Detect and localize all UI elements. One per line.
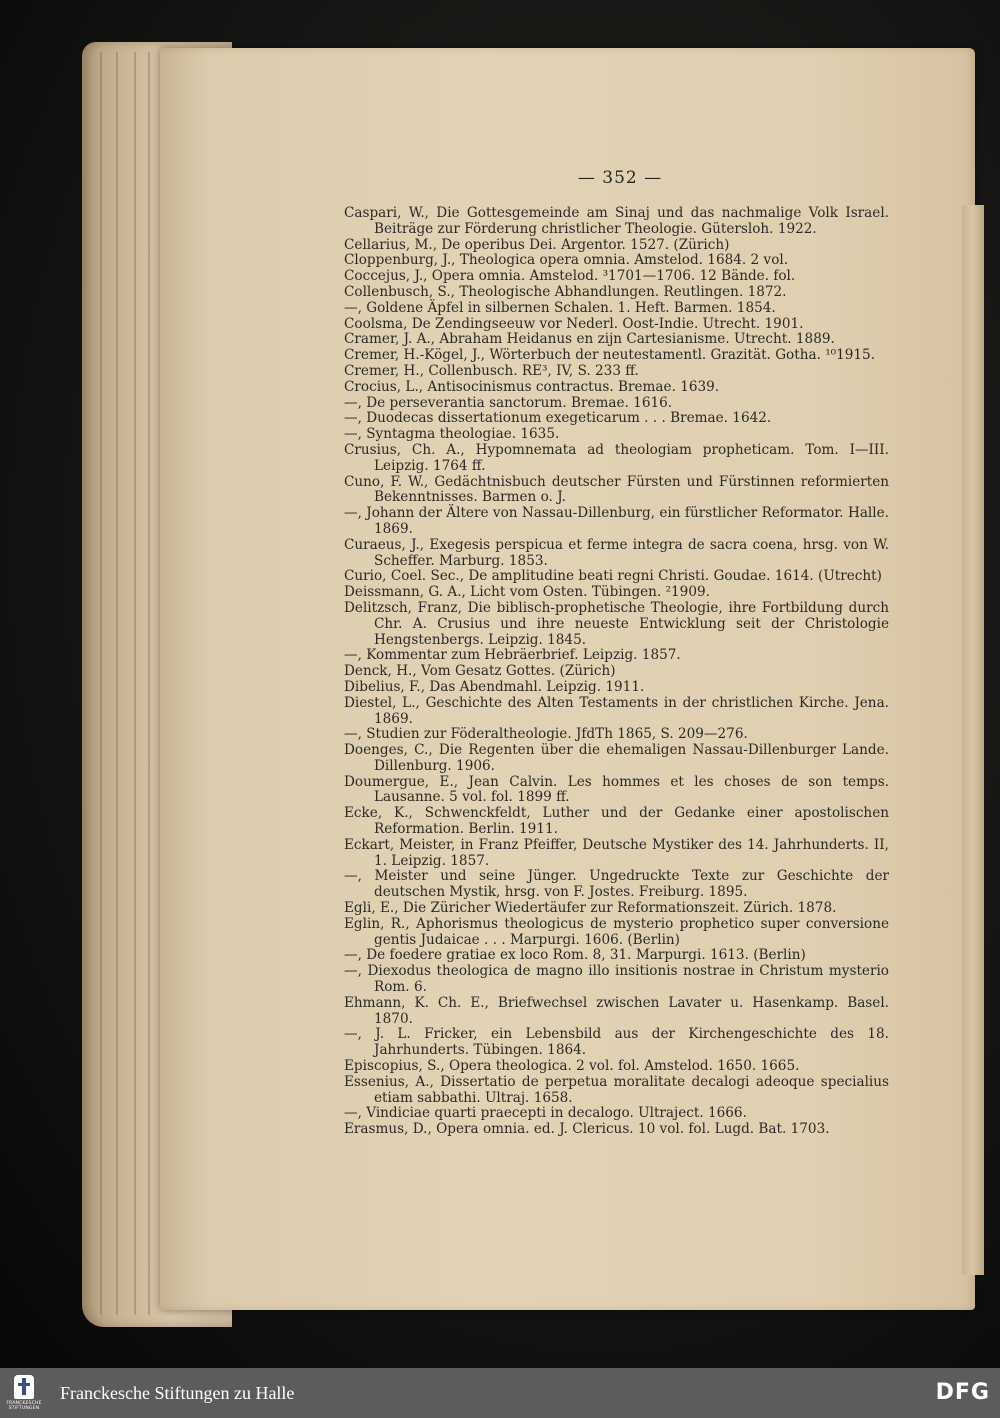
bibliography-entry: Denck, H., Vom Gesatz Gottes. (Zürich): [344, 663, 616, 680]
bibliography-entry: Caspari, W., Die Gottesgemeinde am Sinaj und das nachmalige Volk Israel. Beiträge zur Förderung christlicher Theologie. Gütersloh. 1922.: [344, 205, 889, 237]
bibliography-entry: —, Duodecas dissertationum exegeticarum . . . Bremae. 1642.: [344, 410, 772, 427]
bibliography-entry: Curaeus, J., Exegesis perspicua et ferme integra de sacra coena, hrsg. von W. Scheffer. Marburg. 1853.: [344, 536, 889, 569]
institution-name: Franckesche Stiftungen zu Halle: [60, 1382, 295, 1403]
bibliography-entry: Dibelius, F., Das Abendmahl. Leipzig. 1911.: [344, 678, 645, 695]
bibliography-entry: Collenbusch, S., Theologische Abhandlungen. Reutlingen. 1872.: [344, 283, 787, 300]
bibliography-entry: —, Johann der Ältere von Nassau-Dillenburg, ein fürstlicher Reformator. Halle. 1869.: [344, 505, 889, 537]
bibliography-entry: —, Kommentar zum Hebräerbrief. Leipzig. 1857.: [344, 647, 681, 664]
bibliography-entry: Cuno, F. W., Gedächtnisbuch deutscher Fürsten und Fürstinnen reformierten Bekenntnisses. Barmen o. J.: [344, 473, 889, 506]
bibliography-entry: —, Diexodus theologica de magno illo insitionis nostrae in Christum mysterio Rom. 6.: [344, 963, 889, 996]
bibliography-entry: Ecke, K., Schwenckfeldt, Luther und der Gedanke einer apostolischen Reformation. Berlin. 1911.: [344, 805, 889, 838]
bibliography-entry: Egli, E., Die Züricher Wiedertäufer zur Reformationszeit. Zürich. 1878.: [344, 900, 837, 917]
franckesche-logo[interactable]: [2, 1368, 46, 1418]
bibliography-entry: Deissmann, G. A., Licht vom Osten. Tübingen. ²1909.: [344, 584, 710, 601]
page-right-edge: [962, 205, 984, 1275]
bibliography-entry: —, J. L. Fricker, ein Lebensbild aus der Kirchengeschichte des 18. Jahrhunderts. Tübingen. 1864.: [344, 1026, 889, 1059]
bibliography-entry: Doumergue, E., Jean Calvin. Les hommes et les choses de son temps. Lausanne. 5 vol. fol. 1899 ff.: [344, 773, 889, 806]
bibliography-entry: Essenius, A., Dissertatio de perpetua moralitate decalogi adeoque specialius etiam sabbathi. Ultraj. 1658.: [344, 1073, 889, 1106]
bibliography-entry: Crocius, L., Antisocinismus contractus. Bremae. 1639.: [344, 378, 720, 395]
bibliography-entry: Erasmus, D., Opera omnia. ed. J. Clericus. 10 vol. fol. Lugd. Bat. 1703.: [344, 1121, 830, 1138]
page-edge-line: [100, 52, 102, 1315]
bibliography-entry: Curio, Coel. Sec., De amplitudine beati regni Christi. Goudae. 1614. (Utrecht): [344, 568, 882, 585]
bibliography-entry: Eckart, Meister, in Franz Pfeiffer, Deutsche Mystiker des 14. Jahrhunderts. II, 1. Leipzig. 1857.: [344, 836, 889, 869]
footer-bar: [0, 1368, 1000, 1418]
bibliography-entry: Cramer, J. A., Abraham Heidanus en zijn Cartesianisme. Utrecht. 1889.: [344, 331, 835, 348]
bibliography-entry: —, Syntagma theologiae. 1635.: [344, 426, 560, 443]
bibliography-entry: Delitzsch, Franz, Die biblisch-prophetische Theologie, ihre Fortbildung durch Chr. A. Crusius und ihre neueste Entwicklung seit der Christologie Hengstenbergs. Leipzig. 1845.: [344, 599, 889, 648]
bibliography-entry: —, Meister und seine Jünger. Ungedruckte Texte zur Geschichte der deutschen Mystik, hrsg. von F. Jostes. Freiburg. 1895.: [344, 868, 889, 901]
bibliography-entry: Doenges, C., Die Regenten über die ehemaligen Nassau-Dillenburger Lande. Dillenburg. 1906.: [344, 742, 889, 774]
bibliography-entry: Cloppenburg, J., Theologica opera omnia. Amstelod. 1684. 2 vol.: [344, 252, 789, 269]
page-number: — 352 —: [577, 168, 663, 188]
bibliography-entry: Coccejus, J., Opera omnia. Amstelod. ³1701—1706. 12 Bände. fol.: [344, 268, 796, 285]
page-edge-line: [116, 52, 118, 1315]
page-edge-line: [134, 52, 136, 1315]
bibliography-entry: —, Goldene Äpfel in silbernen Schalen. 1. Heft. Barmen. 1854.: [344, 299, 776, 316]
bibliography-entry: —, Vindiciae quarti praecepti in decalogo. Ultraject. 1666.: [344, 1105, 747, 1122]
bibliography-list: [344, 206, 889, 1138]
page-edge-line: [148, 52, 150, 1315]
bibliography-entry: Cremer, H., Collenbusch. RE³, IV, S. 233 ff.: [344, 362, 639, 379]
bibliography-entry: Eglin, R., Aphorismus theologicus de mysterio prophetico super conversione gentis Judaicae . . . Marpurgi. 1606. (Berlin): [344, 915, 889, 948]
bibliography-entry: —, De foedere gratiae ex loco Rom. 8, 31. Marpurgi. 1613. (Berlin): [344, 947, 806, 964]
bibliography-entry: Ehmann, K. Ch. E., Briefwechsel zwischen Lavater u. Hasenkamp. Basel. 1870.: [344, 994, 889, 1027]
bibliography-entry: —, De perseverantia sanctorum. Bremae. 1616.: [344, 394, 673, 411]
dfg-logo[interactable]: DFG: [935, 1380, 990, 1405]
bibliography-entry: Crusius, Ch. A., Hypomnemata ad theologiam propheticam. Tom. I—III. Leipzig. 1764 ff.: [344, 441, 889, 474]
bibliography-entry: Cremer, H.-Kögel, J., Wörterbuch der neutestamentl. Grazität. Gotha. ¹⁰1915.: [344, 347, 876, 364]
logo-text: FRANCKESCHE STIFTUNGEN: [6, 1401, 42, 1411]
bibliography-entry: Episcopius, S., Opera theologica. 2 vol. fol. Amstelod. 1650. 1665.: [344, 1058, 800, 1075]
cross-emblem-icon: [14, 1375, 34, 1399]
bibliography-entry: Diestel, L., Geschichte des Alten Testaments in der christlichen Kirche. Jena. 1869.: [344, 694, 889, 727]
bibliography-entry: —, Studien zur Föderaltheologie. JfdTh 1865, S. 209—276.: [344, 726, 748, 743]
bibliography-entry: Coolsma, De Zendingseeuw vor Nederl. Oost-Indie. Utrecht. 1901.: [344, 315, 804, 332]
bibliography-entry: Cellarius, M., De operibus Dei. Argentor. 1527. (Zürich): [344, 236, 730, 253]
